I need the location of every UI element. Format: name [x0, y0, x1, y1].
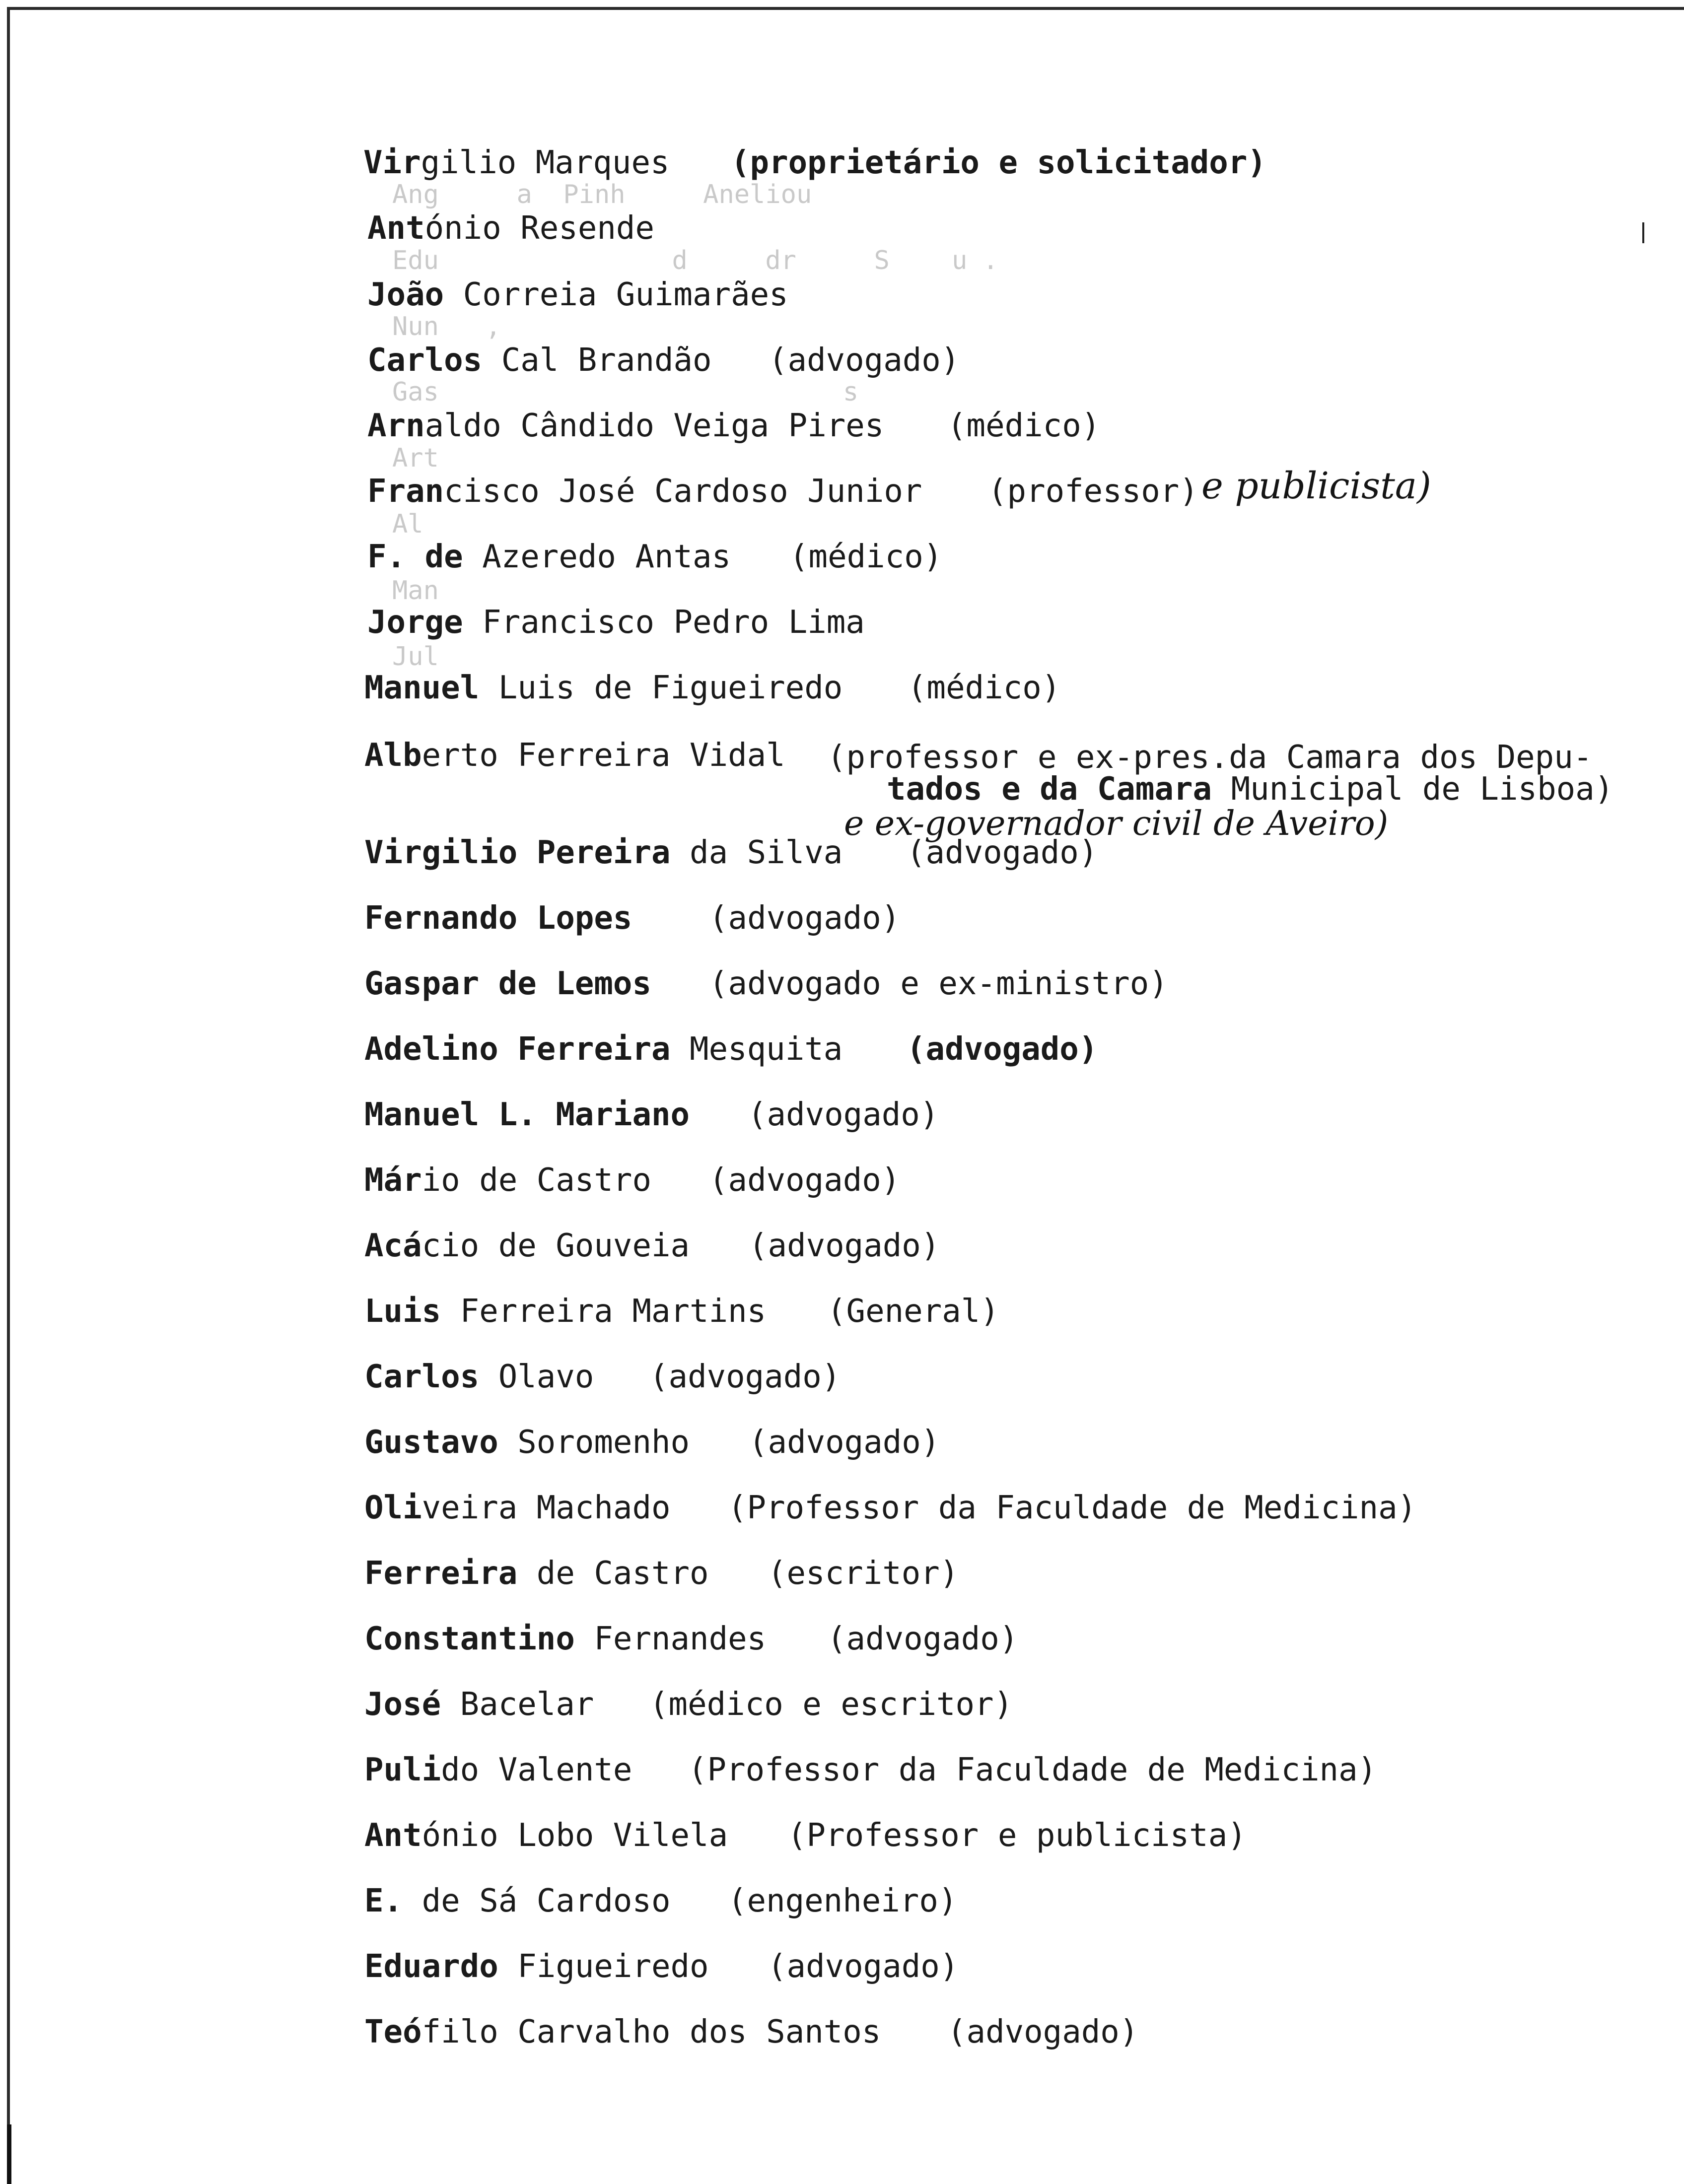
name-rest: do Valente	[441, 1752, 632, 1788]
show-through-text: Jul	[392, 642, 439, 672]
role: (médico)	[947, 408, 1101, 444]
list-item	[364, 1293, 767, 1330]
name-rest: Luis de Figueiredo	[479, 670, 843, 706]
list-item	[367, 342, 712, 379]
name-bold: Carlos	[364, 1359, 480, 1395]
role: (médico)	[908, 670, 1061, 706]
role: (advogado)	[769, 342, 960, 379]
name-rest: Olavo	[479, 1359, 594, 1395]
name-bold: Luis	[364, 1293, 441, 1330]
name-bold: Ant	[367, 210, 425, 247]
role: (advogado)	[649, 1359, 841, 1395]
list-item	[364, 1096, 690, 1133]
name-bold: Carlos	[367, 342, 483, 379]
list-item	[367, 541, 731, 573]
scan-top-edge	[10, 7, 1684, 10]
name-rest: Ferreira Martins	[441, 1293, 767, 1330]
list-item	[367, 410, 884, 442]
name-bold: Alb	[364, 737, 422, 774]
list-item	[364, 1686, 594, 1723]
list-item	[364, 2016, 881, 2048]
list-item	[364, 1817, 728, 1854]
role: (médico)	[789, 539, 943, 575]
list-item	[367, 276, 788, 313]
role: (escritor)	[768, 1555, 959, 1592]
list-item	[364, 1492, 671, 1524]
name-bold: F. de	[367, 539, 463, 575]
list-item	[364, 1948, 709, 1985]
role: (Professor da Faculdade de Medicina)	[688, 1752, 1377, 1788]
role-continuation	[887, 771, 1614, 808]
role: (advogado)	[709, 1162, 901, 1199]
name-bold: Acá	[364, 1228, 422, 1264]
list-item	[367, 604, 865, 641]
role: (advogado)	[749, 1424, 940, 1461]
name-rest: aldo Cândido Veiga Pires	[424, 408, 884, 444]
name-bold: Ant	[364, 1817, 422, 1854]
name-bold: José	[364, 1686, 441, 1723]
list-item	[364, 1230, 690, 1262]
name-bold: Gustavo	[364, 1424, 498, 1461]
name-bold: Eduardo	[364, 1948, 498, 1985]
list-item	[364, 1162, 651, 1199]
handwritten-annotation: e ex-governador civil de Aveiro)	[844, 804, 1389, 843]
role: (advogado e ex-ministro)	[709, 965, 1168, 1002]
name-bold: Már	[364, 1162, 422, 1199]
list-item	[364, 965, 651, 1002]
show-through-text: Gas s	[392, 377, 859, 407]
name-rest: Soromenho	[498, 1424, 690, 1461]
handwritten-annotation: e publicista)	[1201, 465, 1431, 507]
role: (advogado)	[947, 2014, 1139, 2050]
list-item	[364, 1424, 690, 1461]
show-through-text: Edu d dr S u .	[392, 246, 998, 275]
show-through-text: Art	[392, 443, 439, 473]
role: (Professor da Faculdade de Medicina)	[728, 1490, 1417, 1526]
list-item	[367, 210, 654, 247]
continuation-bold: tados e da Camara	[887, 771, 1212, 808]
name-bold: Constantino	[364, 1621, 575, 1657]
role: (advogado)	[748, 1096, 939, 1133]
name-bold: Virgilio Pereira	[364, 834, 671, 871]
list-item	[364, 1361, 594, 1393]
name-rest: Fernandes	[574, 1621, 767, 1657]
name-bold: Ferreira	[364, 1555, 518, 1592]
list-item	[364, 1885, 671, 1917]
name-rest: Correia Guimarães	[444, 276, 788, 313]
name-rest: Francisco Pedro Lima	[463, 604, 865, 641]
name-bold: Manuel L. Mariano	[364, 1096, 690, 1133]
list-item	[364, 1754, 632, 1786]
name-rest: erto Ferreira Vidal	[421, 737, 785, 774]
name-rest: cio de Gouveia	[421, 1228, 690, 1264]
role: (proprietário e solicitador)	[731, 144, 1266, 181]
name-rest: da Silva	[670, 834, 843, 871]
name-bold: Fran	[367, 473, 444, 510]
role: (engenheiro)	[728, 1883, 958, 1919]
name-rest: veira Machado	[421, 1490, 671, 1526]
name-rest: de Sá Cardoso	[403, 1883, 671, 1919]
role: (Professor e publicista)	[787, 1817, 1247, 1854]
scan-left-edge	[7, 7, 10, 2184]
name-bold: João	[367, 276, 444, 313]
list-item	[364, 900, 632, 937]
role: (advogado)	[907, 1031, 1098, 1068]
show-through-text: Al	[392, 509, 423, 539]
name-bold: Gaspar de Lemos	[364, 965, 651, 1002]
name-rest: Mesquita	[670, 1031, 843, 1068]
role: (advogado)	[709, 900, 901, 937]
name-bold: E.	[364, 1883, 403, 1919]
list-item	[363, 144, 670, 181]
name-rest: Bacelar	[441, 1686, 594, 1723]
role: (advogado)	[768, 1948, 959, 1985]
name-rest: Figueiredo	[498, 1948, 709, 1985]
role: (professor e ex-pres.da Camara dos Depu-	[827, 739, 1593, 776]
name-rest: Azeredo Antas	[463, 539, 731, 575]
name-rest: ónio Resende	[424, 210, 654, 247]
name-rest: ónio Lobo Vilela	[421, 1817, 728, 1854]
name-bold: Fernando Lopes	[364, 900, 632, 937]
name-bold: Jorge	[367, 604, 463, 641]
show-through-text: Ang a Pinh Aneliou	[392, 180, 812, 209]
name-rest: de Castro	[517, 1555, 709, 1592]
show-through-text: Man	[392, 576, 439, 606]
list-item	[364, 737, 785, 774]
name-bold: Oli	[364, 1490, 422, 1526]
list-item	[364, 1555, 709, 1592]
margin-mark	[1642, 222, 1644, 243]
name-rest: gilio Marques	[421, 144, 670, 181]
role: (advogado)	[749, 1228, 940, 1264]
name-bold: Arn	[367, 408, 425, 444]
name-bold: Vir	[363, 144, 421, 181]
name-rest: cisco José Cardoso Junior	[444, 473, 922, 510]
role: (advogado)	[827, 1621, 1019, 1657]
show-through-text: Nun ,	[392, 312, 501, 341]
role: (professor)	[988, 473, 1198, 510]
name-rest: filo Carvalho dos Santos	[421, 2014, 881, 2050]
name-rest: io de Castro	[421, 1162, 651, 1199]
list-item	[367, 473, 922, 510]
name-bold: Manuel	[364, 670, 480, 706]
list-item	[364, 1031, 843, 1068]
name-bold: Adelino Ferreira	[364, 1031, 671, 1068]
name-rest: Cal Brandão	[482, 342, 712, 379]
name-bold: Teó	[364, 2014, 422, 2050]
scan-left-edge-mark	[7, 2124, 11, 2184]
role: (médico e escritor)	[649, 1686, 1013, 1723]
continuation-rest: Municipal de Lisboa)	[1212, 771, 1614, 808]
list-item	[364, 1623, 766, 1655]
list-item	[364, 672, 842, 704]
role: (advogado)	[907, 834, 1098, 871]
name-bold: Puli	[364, 1752, 441, 1788]
list-item	[364, 834, 843, 871]
role: (General)	[827, 1293, 999, 1330]
